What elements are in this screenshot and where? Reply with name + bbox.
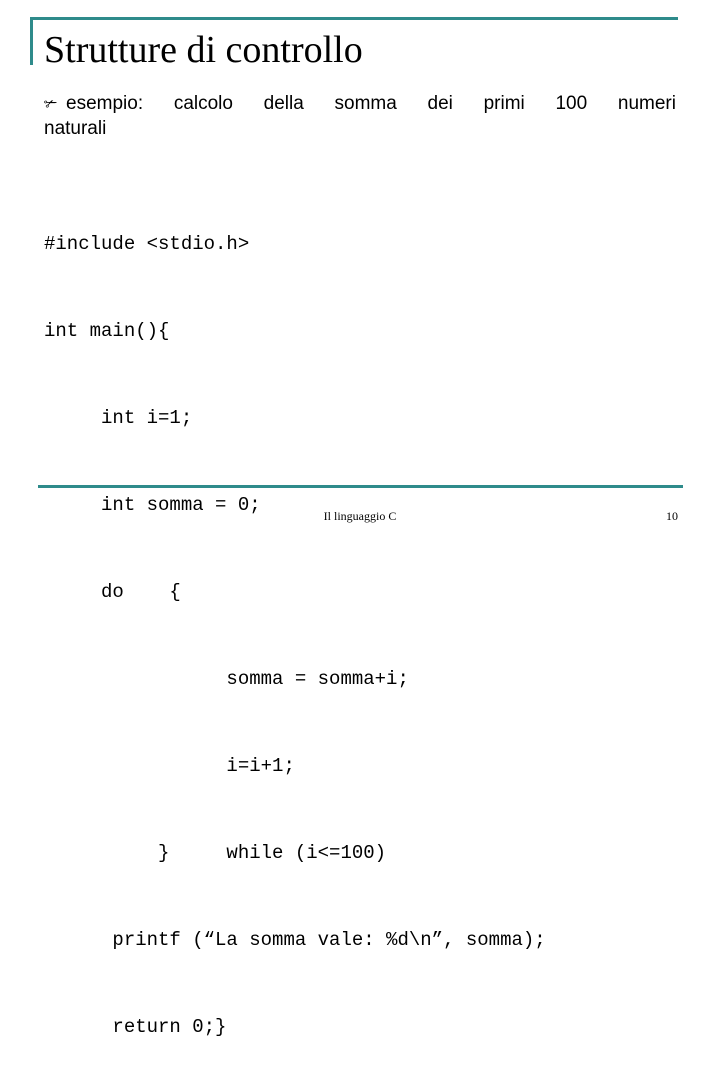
- page-number: 10: [666, 509, 678, 523]
- bullet-word: della: [263, 93, 304, 114]
- bullet-word: somma: [334, 93, 397, 114]
- code-line: return 0;}: [44, 1016, 227, 1038]
- bullet-word: numeri: [617, 93, 676, 114]
- bullet-word: calcolo: [173, 93, 233, 114]
- title-frame-top-rule: [30, 17, 678, 20]
- bullet-word: esempio:: [66, 93, 144, 114]
- code-line: int somma = 0;: [44, 494, 261, 516]
- bullet-word-group: [44, 92, 143, 117]
- code-line: int main(){: [44, 320, 170, 342]
- footer-title: Il linguaggio C: [323, 509, 397, 523]
- code-line: do {: [44, 581, 181, 603]
- bullet-icon: ✃: [44, 96, 58, 113]
- code-line: } while (i<=100): [44, 842, 387, 864]
- code-line: #include <stdio.h>: [44, 233, 250, 255]
- bullet-first-line: [44, 92, 676, 117]
- bullet-word: dei: [427, 93, 453, 114]
- bullet-point: [44, 92, 676, 141]
- code-line: i=i+1;: [44, 755, 295, 777]
- code-line: int i=1;: [44, 407, 193, 429]
- code-line: printf (“La somma vale: %d\n”, somma);: [44, 929, 546, 951]
- code-line: somma = somma+i;: [44, 668, 409, 690]
- bullet-word: 100: [555, 93, 588, 114]
- bullet-word: primi: [483, 93, 525, 114]
- bullet-continuation: naturali: [44, 118, 107, 139]
- title-frame-left-rule: [30, 17, 33, 65]
- code-block: [44, 172, 546, 1071]
- slide-title: Strutture di controllo: [44, 29, 363, 71]
- footer-rule: [38, 485, 683, 488]
